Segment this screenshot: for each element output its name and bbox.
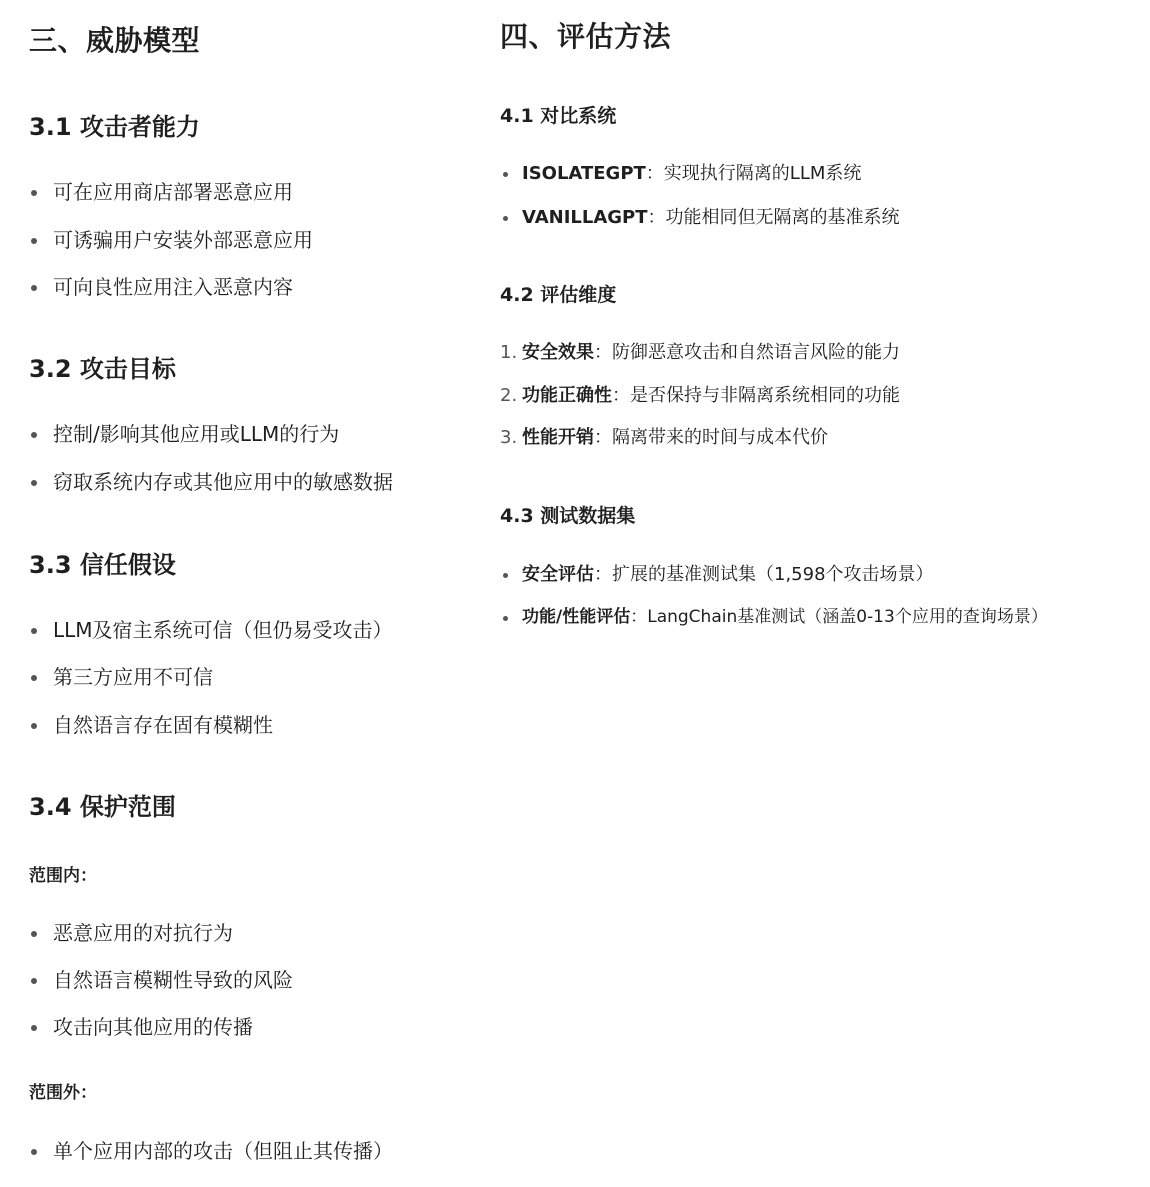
item-number: 2. [500, 384, 518, 406]
item-desc: ：功能相同但无隔离的基准系统 [647, 206, 900, 228]
list-item: 可向良性应用注入恶意内容 [29, 275, 469, 299]
heading-trust-assumptions: 3.3 信任假设 [29, 551, 176, 579]
list-comparison-systems [500, 163, 900, 228]
list-in-scope [29, 921, 469, 1039]
numbered-item [500, 385, 900, 407]
list-item [500, 607, 1048, 627]
label-out-of-scope: 范围外： [29, 1083, 97, 1103]
item-term: 性能开销 [522, 427, 594, 449]
list-attack-goals [29, 422, 469, 494]
item-desc: ：隔离带来的时间与成本代价 [594, 427, 828, 449]
item-desc: ：是否保持与非隔离系统相同的功能 [612, 384, 900, 406]
list-out-of-scope [29, 1139, 469, 1163]
heading-attacker-capabilities: 3.1 攻击者能力 [29, 113, 200, 141]
list-item [500, 163, 900, 185]
list-item: 可诱骗用户安装外部恶意应用 [29, 228, 469, 252]
item-term: 安全评估 [522, 564, 594, 585]
list-item: 恶意应用的对抗行为 [29, 921, 469, 945]
list-evaluation-dimensions [500, 342, 900, 449]
item-term: ISOLATEGPT [522, 163, 646, 184]
list-item: 攻击向其他应用的传播 [29, 1015, 469, 1039]
section-title-threat-model: 三、威胁模型 [29, 24, 201, 57]
list-item: 单个应用内部的攻击（但阻止其传播） [29, 1139, 469, 1163]
list-item [500, 207, 900, 229]
label-in-scope: 范围内： [29, 866, 97, 886]
list-item: 自然语言模糊性导致的风险 [29, 968, 469, 992]
item-desc: ：LangChain基准测试（涵盖0-13个应用的查询场景） [630, 606, 1048, 627]
item-term: 功能/性能评估 [522, 606, 631, 627]
item-term: 功能正确性 [522, 384, 612, 406]
item-term: VANILLAGPT [522, 206, 648, 228]
list-attacker-capabilities [29, 180, 469, 299]
list-item [500, 564, 1048, 586]
list-item: 控制/影响其他应用或LLM的行为 [29, 422, 469, 446]
item-number: 3. [500, 427, 518, 449]
list-item: 可在应用商店部署恶意应用 [29, 180, 469, 204]
heading-protection-scope: 3.4 保护范围 [29, 793, 176, 821]
heading-comparison-systems: 4.1 对比系统 [500, 105, 617, 127]
item-number: 1. [500, 342, 518, 363]
list-item: 第三方应用不可信 [29, 665, 469, 689]
item-desc: ：扩展的基准测试集（1,598个攻击场景） [594, 564, 934, 585]
list-test-datasets [500, 564, 1048, 627]
item-term: 安全效果 [522, 342, 594, 363]
list-item: 自然语言存在固有模糊性 [29, 713, 469, 737]
list-trust-assumptions [29, 618, 469, 737]
item-desc: ：防御恶意攻击和自然语言风险的能力 [594, 342, 900, 363]
heading-test-datasets: 4.3 测试数据集 [500, 505, 636, 527]
heading-evaluation-dimensions: 4.2 评估维度 [500, 284, 617, 306]
numbered-item [500, 342, 900, 364]
item-desc: ：实现执行隔离的LLM系统 [645, 163, 862, 184]
list-item: LLM及宿主系统可信（但仍易受攻击） [29, 618, 469, 642]
numbered-item [500, 427, 900, 449]
list-item: 窃取系统内存或其他应用中的敏感数据 [29, 470, 469, 494]
heading-attack-goals: 3.2 攻击目标 [29, 355, 176, 383]
section-title-evaluation: 四、评估方法 [500, 20, 672, 53]
